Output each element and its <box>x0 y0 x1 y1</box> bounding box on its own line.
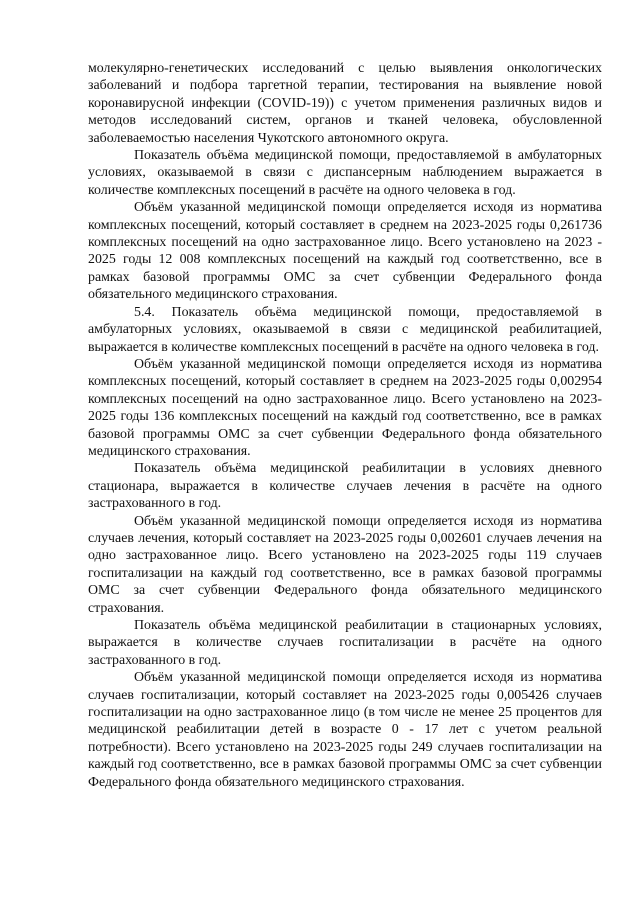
paragraph-2: Показатель объёма медицинской помощи, предоставляемой в амбулаторных условиях, оказываемой в связи с диспансерным наблюдением выражается в количестве комплексных посещений в расчёте на одного человека в год. <box>88 148 602 198</box>
paragraph-6: Показатель объёма медицинской реабилитации в условиях дневного стационара, выражается в количестве случаев лечения в расчёте на одного застрахованного в год. <box>88 461 602 512</box>
paragraph-7: Объём указанной медицинской помощи определяется исходя из норматива случаев лечения, который составляет на 2023-2025 годы 0,002601 случаев лечения на одно застрахованное лицо. Всего установлено на 2023-2025 годы 119 случаев госпитализации на каждый год соответственно, все в рамках базовой программы ОМС за счет субвенции Федерального фонда обязательного медицинского страхования. <box>88 513 602 616</box>
paragraph-3: Объём указанной медицинской помощи определяется исходя из норматива комплексных посещений, который составляет в среднем на 2023-2025 годы 0,261736 комплексных посещений на одно застрахованное лицо. Всего установлено на 2023 - 2025 годы 12 008 комплексных посещений на каждый год соответственно, все в рамках базовой программы ОМС за счет субвенции Федерального фонда обязательного медицинского страхования. <box>88 200 602 303</box>
paragraph-4: 5.4. Показатель объёма медицинской помощи, предоставляемой в амбулаторных условиях, оказываемой в связи с медицинской реабилитацией, выражается в количестве комплексных посещений в расчёте на одного человека в год. <box>88 304 602 355</box>
paragraph-1: молекулярно-генетических исследований с целью выявления онкологических заболеваний и подбора таргетной терапии, тестирования на выявление новой коронавирусной инфекции (COVID-19)) с учетом применения различных видов и методов исследований систем, органов и тканей человека, обусловленной заболеваемостью населения Чукотского автономного округа. <box>88 61 602 146</box>
paragraph-9: Объём указанной медицинской помощи определяется исходя из норматива случаев госпитализации, который составляет на 2023-2025 годы 0,005426 случаев госпитализации на одно застрахованное лицо (в том числе не менее 25 процентов для медицинской реабилитации детей в возрасте 0 - 17 лет с учетом реальной потребности). Всего установлено на 2023-2025 годы 249 случаев госпитализации на каждый год соответственно, все в рамках базовой программы ОМС за счет субвенции Федерального фонда обязательного медицинского страхования. <box>88 670 602 790</box>
paragraph-8: Показатель объёма медицинской реабилитации в стационарных условиях, выражается в количестве случаев госпитализации в расчёте на одного застрахованного в год. <box>88 618 602 668</box>
document-body <box>88 60 602 791</box>
paragraph-5: Объём указанной медицинской помощи определяется исходя из норматива комплексных посещений, который составляет в среднем на 2023-2025 годы 0,002954 комплексных посещений на одно застрахованное лицо. Всего установлено на 2023-2025 годы 136 комплексных посещений на каждый год соответственно, все в рамках базовой программы ОМС за счет субвенции Федерального фонда обязательного медицинского страхования. <box>88 356 602 459</box>
